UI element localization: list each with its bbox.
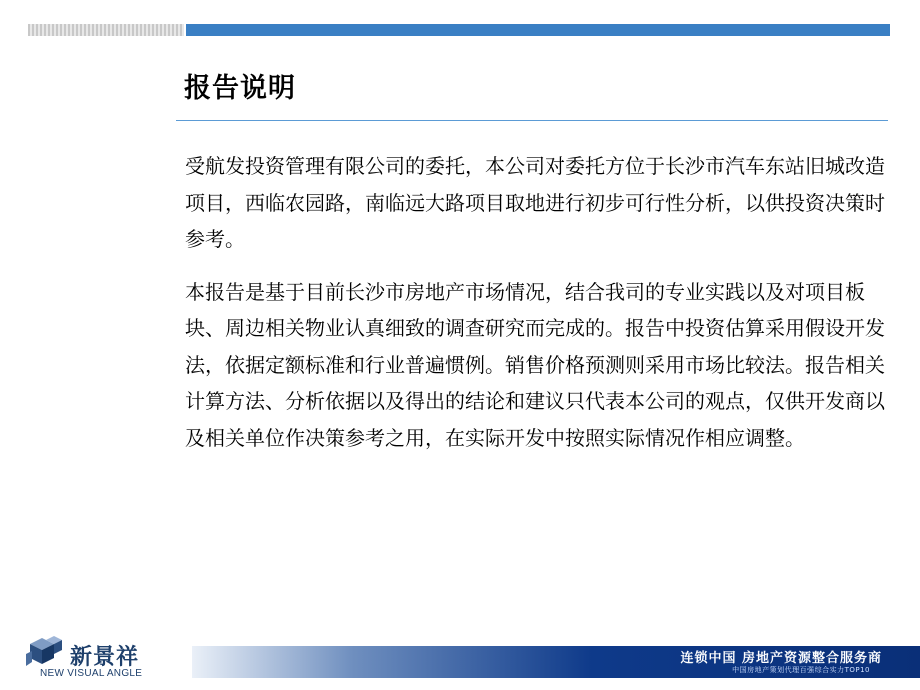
top-accent-bar [186,24,890,36]
paragraph-methodology: 本报告是基于目前长沙市房地产市场情况，结合我司的专业实践以及对项目板块、周边相关物业认真细致的调查研究而完成的。报告中投资估算采用假设开发法，依据定额标准和行业普遍惯例。销售价格预测则采用市场比较法。报告相关计算方法、分析依据以及得出的结论和建议只代表本公司的观点，仅供开发商以及相关单位作决策参考之用，在实际开发中按照实际情况作相应调整。 [185,279,885,450]
title-divider [176,120,888,121]
logo-english-name: NEW VISUAL ANGLE [40,668,143,679]
footer [0,630,920,690]
footer-banner [192,646,920,678]
slogan-sub: 中国房地产策划代理百强综合实力TOP10 [732,666,870,674]
top-decor-stripe [28,24,184,36]
cube-logo-icon [24,636,68,670]
paragraph-intro: 受航发投资管理有限公司的委托，本公司对委托方位于长沙市汽车东站旧城改造项目，西临农园路，南临远大路项目取地进行初步可行性分析，以供投资决策时参考。 [185,154,885,251]
logo-chinese-name: 新景祥 [70,645,140,670]
slogan-main: 连锁中国 房地产资源整合服务商 [680,651,882,666]
page-title: 报告说明 [184,73,296,104]
report-body [185,148,885,456]
company-logo [20,634,190,680]
